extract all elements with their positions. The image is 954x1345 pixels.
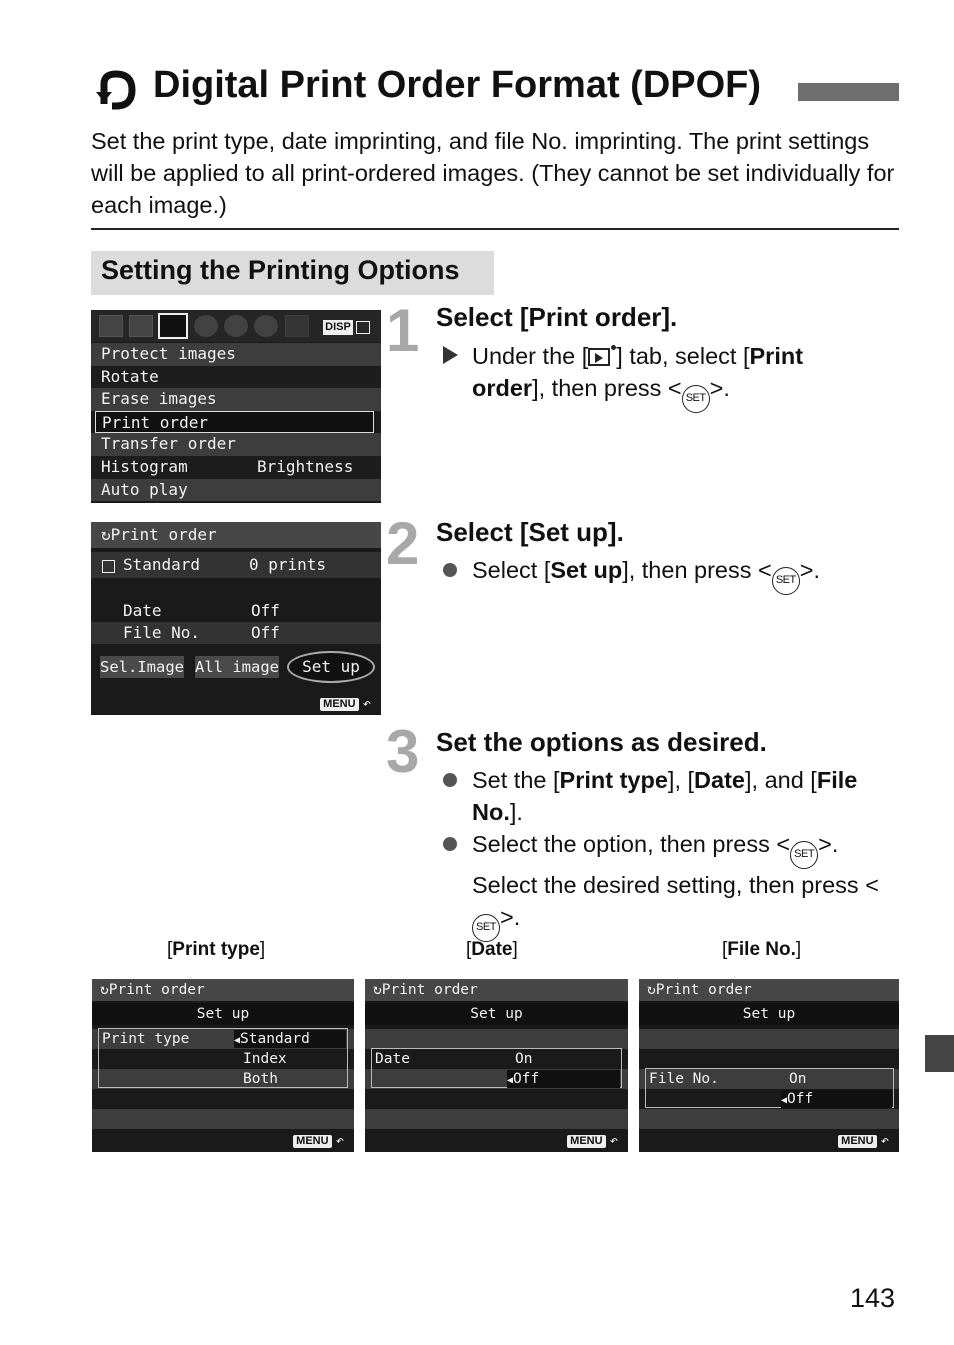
menu-button-icon: MENU (838, 1135, 876, 1148)
row-band (365, 1029, 628, 1049)
arrow-bullet-icon (443, 346, 458, 364)
divider (91, 228, 899, 230)
tab-custom-icon (254, 315, 278, 337)
menu-button-icon: MENU (293, 1135, 331, 1148)
page-title: Digital Print Order Format (DPOF) (153, 64, 762, 106)
menu-screen-playback (91, 310, 381, 503)
tab-shooting-1-icon (99, 315, 123, 337)
caption-file-no-text: File No. (727, 939, 796, 960)
step-number-3: 3 (386, 718, 420, 785)
step-3-bullet-1 (472, 764, 897, 828)
row-band (639, 1029, 899, 1049)
screen-header-text: Print order (108, 982, 205, 998)
section-heading: Setting the Printing Options (91, 251, 494, 295)
step-1-text-b: ] tab, select [ (616, 343, 750, 369)
setup-button: Set up (287, 651, 375, 683)
option-on: On (789, 1071, 807, 1087)
caption-print-type (167, 939, 265, 961)
menu-return (320, 697, 371, 711)
step-1-text (472, 340, 872, 413)
file-no-screen (639, 979, 899, 1152)
screen-header (91, 522, 381, 548)
step-1-text-d: >. (709, 375, 730, 401)
tab-setup-1-icon (194, 315, 218, 337)
return-icon: ↶ (880, 1133, 889, 1149)
set-button-icon: SET (772, 567, 800, 595)
histogram-value: Brightness (257, 457, 354, 476)
tab-mymenu-icon (285, 315, 309, 337)
screen-header (639, 979, 899, 1001)
setup-subheader: Set up (365, 1003, 628, 1025)
sel-image-button: Sel.Image (100, 658, 184, 676)
date-label: Date (375, 1051, 410, 1067)
return-icon: ↶ (362, 696, 371, 712)
step-1-title: Select [Print order]. (436, 302, 678, 332)
menu-return (838, 1134, 889, 1148)
option-standard (234, 1029, 310, 1051)
option-standard-text: Standard (240, 1031, 310, 1047)
print-type-value: Standard (123, 555, 201, 574)
s3-text-b: ], [ (667, 767, 695, 793)
s3-b2-text-b: >. Select the desired setting, then press < (472, 831, 879, 898)
date-value: Off (251, 601, 280, 620)
title-bar-decoration (798, 83, 899, 101)
s3-text-a: Set the [ (472, 767, 560, 793)
fileno-value: Off (251, 623, 280, 642)
disp-badge: DISP (323, 320, 353, 335)
select-arrow-icon: ◀ (507, 1075, 514, 1086)
return-icon: ↶ (609, 1133, 618, 1149)
s3-text-d: ]. (509, 799, 523, 825)
bullet-dot-icon (443, 773, 457, 787)
s3-bold-3: File No. (472, 767, 858, 825)
set-button-icon: SET (790, 841, 818, 869)
step-number-1: 1 (386, 297, 420, 364)
step-2-bold: Set up (550, 557, 623, 583)
step-2-text (472, 554, 892, 595)
tab-setup-2-icon (224, 315, 248, 337)
caption-bracket: [ (167, 939, 173, 960)
print-order-icon: ↻ (373, 982, 382, 998)
s3-bold-1: Print type (559, 767, 668, 793)
print-order-icon: ↻ (647, 982, 656, 998)
file-no-label: File No. (649, 1071, 719, 1087)
print-type-label: Print type (102, 1031, 190, 1047)
step-1-text-a: Under the [ (472, 343, 589, 369)
select-arrow-icon: ◀ (781, 1095, 788, 1106)
print-order-screen (91, 522, 381, 715)
option-both: Both (243, 1071, 278, 1087)
caption-date (466, 939, 518, 961)
menu-item-print-order: Print order (95, 411, 374, 434)
s3-b2-text-c: >. (500, 904, 521, 930)
option-index: Index (243, 1051, 287, 1067)
screen-header-text: Print order (110, 525, 217, 544)
menu-button-icon: MENU (567, 1135, 605, 1148)
set-button-icon: SET (682, 385, 710, 413)
caption-print-type-text: Print type (172, 939, 260, 960)
row-band (365, 1109, 628, 1129)
setup-subheader: Set up (639, 1003, 899, 1025)
menu-grid-icon (356, 321, 370, 334)
menu-item-erase: Erase images (91, 388, 381, 411)
option-off-text: Off (787, 1091, 814, 1107)
return-icon: ↶ (335, 1133, 344, 1149)
caption-date-text: Date (471, 939, 513, 960)
screen-header (92, 979, 354, 1001)
page-number: 143 (850, 1283, 896, 1313)
menu-item-protect: Protect images (91, 343, 381, 366)
caption-bracket: [ (722, 939, 728, 960)
print-order-icon (94, 70, 138, 110)
menu-item-histogram (91, 456, 381, 479)
caption-bracket: ] (259, 939, 266, 960)
menu-return (567, 1134, 618, 1148)
chapter-side-tab (925, 1035, 954, 1072)
bullet-dot-icon (443, 563, 457, 577)
step-2-text-b: ], then press < (622, 557, 772, 583)
s3-text-c: ], and [ (744, 767, 817, 793)
step-2-text-c: >. (799, 557, 821, 583)
option-on: On (515, 1051, 533, 1067)
standard-checkbox-icon (102, 560, 115, 573)
screen-header (365, 979, 628, 1001)
print-order-icon: ↻ (101, 525, 111, 544)
menu-item-rotate: Rotate (91, 366, 381, 389)
option-off (781, 1089, 813, 1111)
menu-button-icon: MENU (320, 698, 358, 711)
s3-bold-2: Date (694, 767, 745, 793)
select-arrow-icon: ◀ (234, 1035, 241, 1046)
option-off-text: Off (513, 1071, 540, 1087)
histogram-label: Histogram (101, 457, 188, 476)
print-count: 0 prints (249, 555, 327, 574)
caption-bracket: [ (466, 939, 472, 960)
date-screen (365, 979, 628, 1152)
caption-bracket: ] (512, 939, 518, 960)
step-number-2: 2 (386, 510, 420, 577)
step-2-text-a: Select [ (472, 557, 551, 583)
tab-playback-icon (158, 313, 188, 339)
row-band (92, 1109, 354, 1129)
screen-header-text: Print order (381, 982, 478, 998)
print-type-screen (92, 979, 354, 1152)
tab-shooting-2-icon (129, 315, 153, 337)
screen-header-text: Print order (655, 982, 752, 998)
menu-tabs (91, 310, 381, 342)
menu-item-transfer: Transfer order (91, 433, 381, 456)
playback-tab-icon (588, 348, 610, 366)
print-order-icon: ↻ (100, 982, 109, 998)
date-label: Date (123, 601, 162, 620)
step-2-title: Select [Set up]. (436, 517, 624, 547)
step-1-text-c: ], then press < (532, 375, 682, 401)
menu-item-autoplay: Auto play (91, 479, 381, 502)
caption-bracket: ] (795, 939, 802, 960)
caption-file-no (722, 939, 801, 961)
step-3-bullet-2 (472, 828, 897, 942)
s3-b2-text-a: Select the option, then press < (472, 831, 791, 857)
row-band (639, 1109, 899, 1129)
step-1-bold: Print order (472, 343, 804, 401)
step-3-title: Set the options as desired. (436, 727, 767, 757)
fileno-label: File No. (123, 623, 201, 642)
menu-return (293, 1134, 344, 1148)
set-button-icon: SET (472, 914, 500, 942)
bullet-dot-icon (443, 837, 457, 851)
intro-paragraph: Set the print type, date imprinting, and file No. imprinting. The print settings will be applied to all print-ordered images. (They cannot be set individually for each image.) (91, 128, 895, 218)
setup-subheader: Set up (92, 1003, 354, 1025)
all-image-button: All image (195, 658, 279, 676)
option-off (507, 1069, 539, 1091)
